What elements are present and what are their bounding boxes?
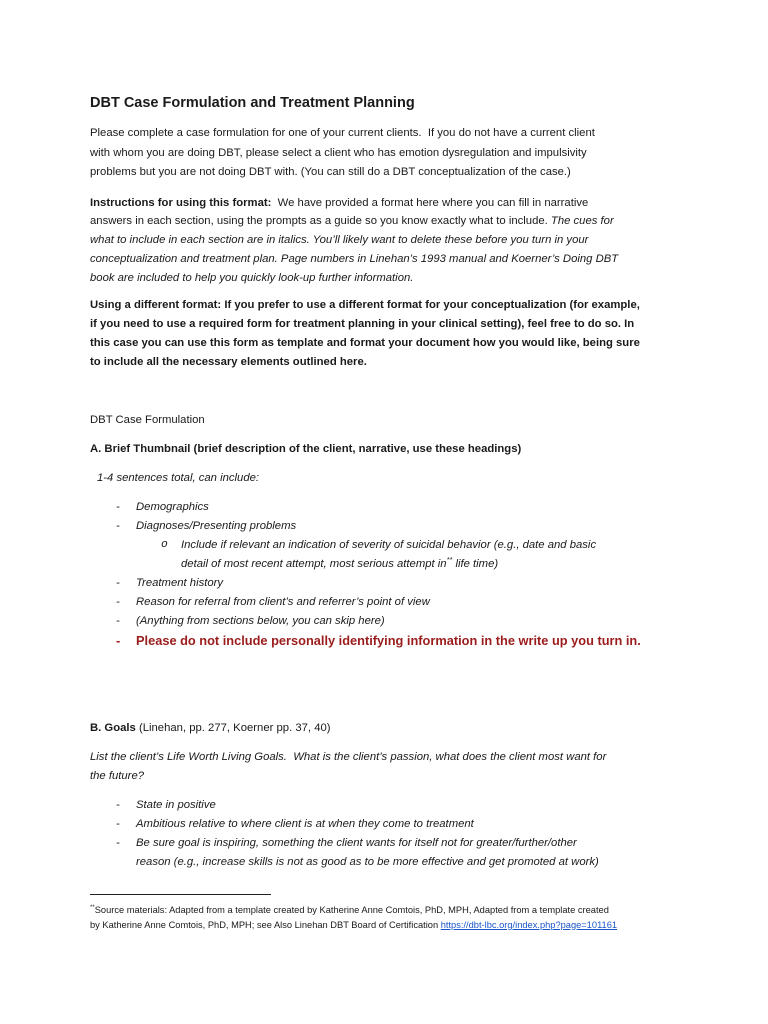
list-item [0, 612, 768, 631]
dash-bullet: - [116, 798, 120, 811]
list-item [0, 834, 768, 853]
footnote-line [90, 903, 609, 918]
footnote-mark: ** [90, 904, 95, 911]
section-b-heading [90, 719, 331, 738]
sub-list-text-before: detail of most recent attempt, most serious attempt in [181, 557, 447, 570]
sub-list-item-text: Include if relevant an indication of severity of suicidal behavior (e.g., date and basic [181, 538, 597, 551]
footnote-reference-mark: ** [446, 554, 453, 564]
list-item-text: Reason for referral from client’s and referrer’s point of view [136, 595, 430, 608]
page-title [90, 93, 415, 113]
different-format-label: Using a different format: [90, 298, 222, 311]
section-b-heading-line [90, 719, 331, 738]
section-a-list [0, 498, 768, 650]
sub-list-item-text [181, 555, 498, 574]
different-format-text: If you prefer to use a different format for your conceptualization (for example, [221, 298, 640, 311]
instructions-label: Instructions for using this format: [90, 196, 272, 209]
intro-line: problems but you are not doing DBT with. (You can still do a DBT conceptualization of the case.) [90, 166, 571, 178]
privacy-warning-text: Please do not include personally identifying information in the write up you turn in. [136, 632, 641, 648]
list-item-text: (Anything from sections below, you can skip here) [136, 614, 385, 627]
list-item-text: State in positive [136, 798, 216, 811]
list-item [0, 815, 768, 834]
list-item [0, 498, 768, 517]
section-a-prompt [97, 469, 259, 488]
instructions-cue-line: book are included to help you quickly look-up further information. [90, 271, 414, 284]
sub-list-item [0, 536, 768, 555]
different-format-paragraph [90, 296, 640, 373]
instructions-cue: The cues for [550, 215, 614, 228]
section-b-prompt [90, 748, 606, 786]
case-formulation-heading [90, 411, 205, 430]
list-item-warning [0, 631, 768, 650]
instructions-line [90, 212, 614, 231]
case-formulation-heading-text: DBT Case Formulation [90, 413, 205, 426]
instructions-text: We have provided a format here where you can fill in narrative [271, 196, 589, 209]
section-a-prompt-text: 1-4 sentences total, can include: [97, 471, 260, 484]
section-b-refs: (Linehan, pp. 277, Koerner pp. 37, 40) [135, 721, 331, 734]
instructions-line [90, 194, 588, 213]
instructions-paragraph [90, 194, 618, 288]
intro-line: Please complete a case formulation for one of your current clients. If you do not have a current client [90, 127, 595, 139]
dash-bullet: - [116, 519, 120, 532]
instructions-text: answers in each section, using the prompts as a guide so you know exactly what to include. [90, 215, 551, 228]
circle-bullet: o [161, 538, 168, 551]
footnote-text: Source materials: Adapted from a template created by Katherine Anne Comtois, PhD, MPH, Adapted from a template created [94, 904, 609, 915]
footnote-line [90, 918, 617, 933]
section-b-prompt-line: the future? [90, 769, 145, 782]
dash-bullet: - [116, 836, 120, 849]
different-format-line: if you need to use a required form for treatment planning in your clinical setting), feel free to do so. In [90, 317, 635, 330]
instructions-cue-line: what to include in each section are in italics. You’ll likely want to delete these before you turn in your [90, 234, 589, 247]
intro-paragraph [90, 124, 595, 183]
footnote [90, 903, 617, 933]
footnote-separator [90, 894, 271, 895]
section-b-prompt-line: List the client’s Life Worth Living Goals. What is the client’s passion, what does the client most want for [90, 750, 607, 763]
dash-bullet: - [116, 632, 121, 648]
section-a-heading-text: A. Brief Thumbnail (brief description of the client, narrative, use these headings) [90, 442, 522, 455]
section-b-list [0, 796, 768, 872]
list-item [0, 574, 768, 593]
sub-list-text-after: life time) [452, 557, 499, 570]
different-format-line: this case you can use this form as template and format your document how you would like, being sure [90, 337, 640, 350]
list-item [0, 517, 768, 536]
different-format-line: to include all the necessary elements outlined here. [90, 356, 367, 369]
list-item-text: reason (e.g., increase skills is not as good as to be more effective and get promoted at work) [136, 855, 599, 868]
section-a-heading [90, 440, 521, 459]
section-b-label: B. Goals [90, 721, 136, 734]
dash-bullet: - [116, 576, 120, 589]
instructions-cue-line: conceptualization and treatment plan. Page numbers in Linehan’s 1993 manual and Koerner’s Doing DBT [90, 252, 619, 265]
dash-bullet: - [116, 614, 120, 627]
list-item-text: Be sure goal is inspiring, something the client wants for itself not for greater/further/other [136, 836, 577, 849]
different-format-line [90, 296, 640, 315]
sub-list-item-continuation [0, 555, 768, 574]
list-item [0, 593, 768, 612]
dash-bullet: - [116, 595, 120, 608]
dash-bullet: - [116, 817, 120, 830]
page-title-text: DBT Case Formulation and Treatment Planning [90, 95, 415, 111]
list-item-text: Demographics [136, 500, 209, 513]
list-item-continuation [0, 853, 768, 872]
list-item-text: Ambitious relative to where client is at when they come to treatment [136, 817, 474, 830]
list-item-text: Diagnoses/Presenting problems [136, 519, 297, 532]
dash-bullet: - [116, 500, 120, 513]
intro-line: with whom you are doing DBT, please select a client who has emotion dysregulation and impulsivity [90, 146, 587, 159]
list-item-text: Treatment history [136, 576, 224, 589]
footnote-text: by Katherine Anne Comtois, PhD, MPH; see Also Linehan DBT Board of Certification [90, 919, 441, 930]
certification-link[interactable]: https://dbt-lbc.org/index.php?page=101161 [440, 919, 618, 930]
list-item [0, 796, 768, 815]
